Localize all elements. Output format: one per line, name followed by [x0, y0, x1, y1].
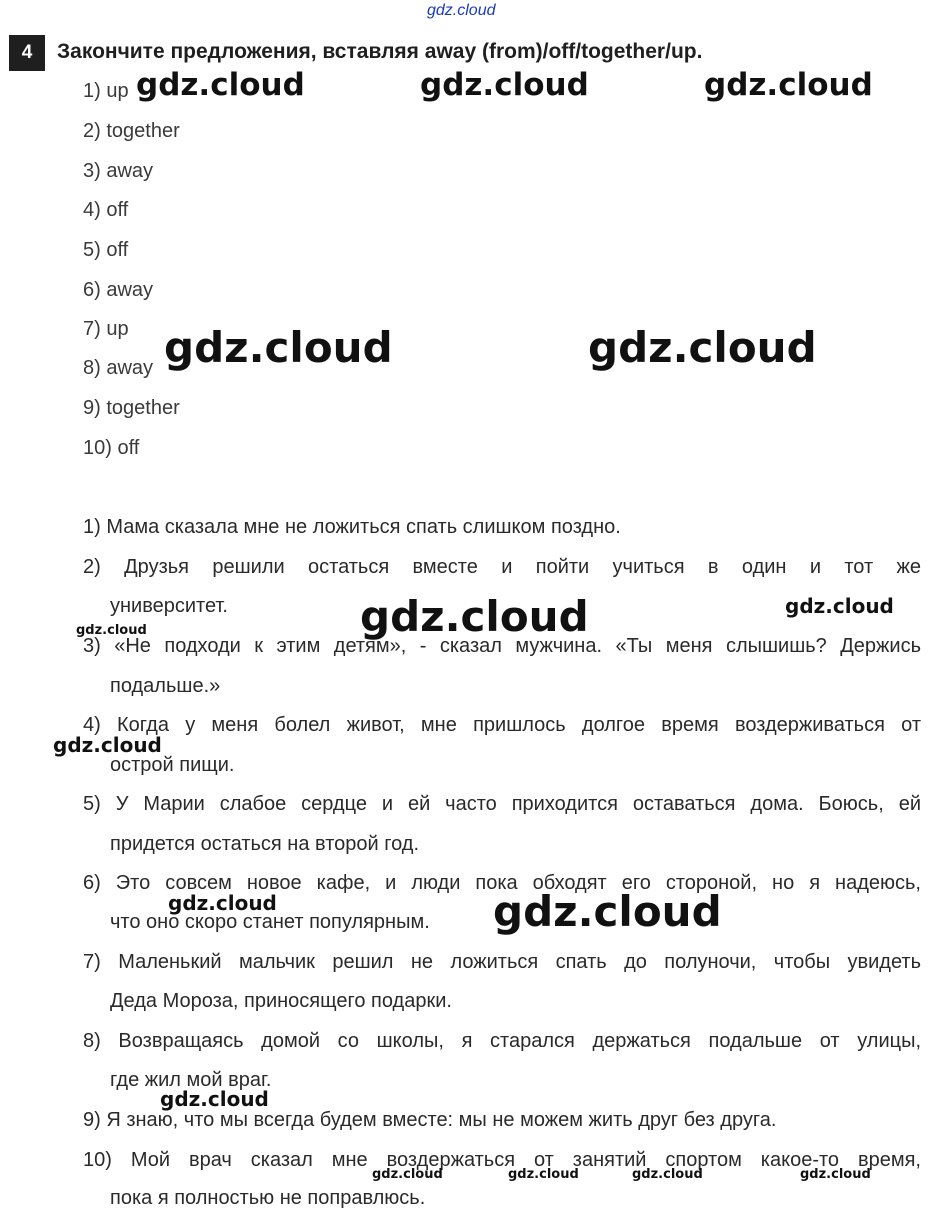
translation-line: университет.: [110, 595, 228, 617]
translation-line: 8) Возвращаясь домой со школы, я старался держаться подальше от улицы,: [83, 1030, 921, 1052]
answer-item: 5) off: [83, 239, 129, 261]
watermark: gdz.cloud: [704, 67, 873, 103]
translation-line: 9) Я знаю, что мы всегда будем вместе: мы не можем жить друг без друга.: [83, 1109, 777, 1131]
translation-line: Деда Мороза, приносящего подарки.: [110, 990, 452, 1012]
translation-line: где жил мой враг.: [110, 1069, 272, 1091]
answer-item: 8) away: [83, 357, 154, 379]
translation-line: 3) «Не подходи к этим детям», - сказал мужчина. «Ты меня слышишь? Держись: [83, 635, 921, 657]
watermark: gdz.cloud: [785, 594, 894, 618]
task-title: Закончите предложения, вставляя away (from)/off/together/up.: [57, 40, 703, 63]
watermark: gdz.cloud: [493, 887, 722, 936]
watermark: gdz.cloud: [168, 891, 277, 915]
translation-line: 6) Это совсем новое кафе, и люди пока обходят его стороной, но я надеюсь,: [83, 872, 921, 894]
answer-item: 10) off: [83, 437, 140, 459]
watermark: gdz.cloud: [588, 323, 817, 372]
translation-line: пока я полностью не поправлюсь.: [110, 1187, 426, 1209]
translation-line: острой пищи.: [110, 754, 235, 776]
translation-line: что оно скоро станет популярным.: [110, 911, 430, 933]
watermark: gdz.cloud: [160, 1087, 269, 1111]
answer-item: 1) up: [83, 80, 129, 102]
answer-item: 6) away: [83, 279, 154, 301]
watermark: gdz.cloud: [360, 592, 589, 641]
answer-item: 4) off: [83, 199, 129, 221]
watermark: gdz.cloud: [372, 1167, 443, 1182]
translation-line: 10) Мой врач сказал мне воздержаться от занятий спортом какое-то время,: [83, 1149, 921, 1171]
translation-line: 4) Когда у меня болел живот, мне пришлось долгое время воздерживаться от: [83, 714, 921, 736]
translation-line: 5) У Марии слабое сердце и ей часто приходится оставаться дома. Боюсь, ей: [83, 793, 921, 815]
translation-line: 7) Маленький мальчик решил не ложиться спать до полуночи, чтобы увидеть: [83, 951, 921, 973]
answer-item: 2) together: [83, 120, 180, 142]
watermark: gdz.cloud: [420, 67, 589, 103]
watermark: gdz.cloud: [76, 623, 147, 638]
answer-item: 7) up: [83, 318, 129, 340]
header-watermark: gdz.cloud: [427, 2, 496, 19]
watermark: gdz.cloud: [800, 1167, 871, 1182]
watermark: gdz.cloud: [508, 1167, 579, 1182]
answer-item: 9) together: [83, 397, 180, 419]
task-number-badge: 4: [9, 35, 45, 71]
translation-line: 2) Друзья решили остаться вместе и пойти учиться в один и тот же: [83, 556, 921, 578]
watermark: gdz.cloud: [164, 323, 393, 372]
translation-line: 1) Мама сказала мне не ложиться спать слишком поздно.: [83, 516, 621, 538]
translation-line: придется остаться на второй год.: [110, 833, 419, 855]
answer-item: 3) away: [83, 160, 154, 182]
watermark: gdz.cloud: [632, 1167, 703, 1182]
watermark: gdz.cloud: [136, 67, 305, 103]
translation-line: подальше.»: [110, 675, 221, 697]
watermark: gdz.cloud: [53, 733, 162, 757]
